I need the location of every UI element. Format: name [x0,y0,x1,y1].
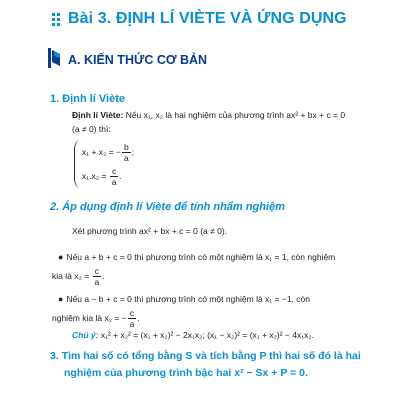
bullet-2-fraction [128,308,140,329]
bullet-1-line-2 [52,266,105,287]
product-equation [82,166,122,187]
theorem-condition: (a ≠ 0) thì: [72,124,111,134]
bullet-1-end: . [102,270,105,281]
viete-theorem-text [72,110,372,121]
bullet-1-den: a [94,277,100,287]
sum-num: b [124,142,129,152]
product-den: a [111,177,117,187]
product-end: . [119,170,122,181]
note-line [72,330,392,341]
sum-end: ; [131,146,135,157]
product-left: x₁.x₂ = [82,170,109,181]
section-3-title-line-2: nghiệm của phương trình bậc hai x² − Sx + P = 0. [64,367,308,379]
grid-dots-icon [52,13,60,26]
lesson-header [52,8,347,30]
bullet-1-fraction [92,266,101,287]
note-label: Chú ý: [72,330,99,340]
bullet-2-line-1 [58,294,358,305]
sum-equation [82,142,134,163]
sum-left: x₁ + x₂ = − [82,146,122,157]
section-2-title: 2. Áp dụng định lí Viète để tính nhẩm nghiệm [50,201,285,213]
bullet-2-end: . [137,312,140,323]
system-brace [74,140,81,188]
product-num: c [111,166,117,176]
section-2-intro: Xét phương trình ax² + bx + c = 0 (a ≠ 0). [72,226,228,236]
theorem-label: Định lí Viète: [72,110,124,120]
bullet-1-tail: kia là x₂ = [52,270,92,281]
bullet-1-num: c [94,266,99,276]
bullet-1-line-1 [58,252,358,263]
lesson-title: Bài 3. ĐỊNH LÍ VIÈTE VÀ ỨNG DỤNG [68,10,347,27]
section-3-title-line-1: 3. Tìm hai số có tổng bằng S và tích bằng P thì hai số đó là hai [50,350,361,362]
sum-fraction [122,142,131,163]
section-1-title: 1. Định lí Viète [50,93,125,105]
bullet-2-tail: nghiệm kia là x₂ = − [52,312,127,323]
bullet-2-line-2 [52,308,140,329]
sum-den: a [124,153,129,163]
section-a-title: A. KIẾN THỨC CƠ BẢN [68,53,208,67]
bookmark-flag-icon [48,48,62,68]
bullet-icon: ● [58,252,64,262]
bullet-2-text: Nếu a − b + c = 0 thì phương trình có một nghiệm là x₁ = −1, còn [66,294,310,304]
theorem-statement: Nếu x₁, x₂ là hai nghiệm của phương trình ax² + bx + c = 0 [123,110,346,120]
bullet-2-num: c [129,308,135,318]
note-text: x₁² + x₂² = (x₁ + x₂)² − 2x₁x₂; (x₁ − x₂)² = (x₁ + x₂)² − 4x₁x₂. [98,330,314,340]
product-fraction [110,166,122,187]
bullet-2-den: a [129,319,135,329]
bullet-1-text: Nếu a + b + c = 0 thì phương trình có một nghiệm là x₁ = 1, còn nghiệm [66,252,336,262]
bullet-icon: ● [58,294,64,304]
